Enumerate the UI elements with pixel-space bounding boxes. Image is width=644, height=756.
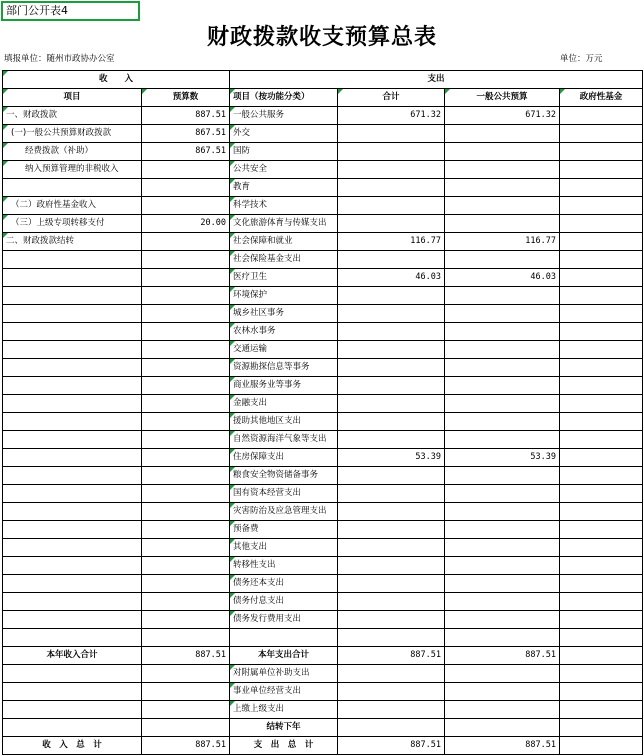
table-row <box>3 251 643 269</box>
expense-total-cell[interactable]: 53.39 <box>338 449 445 467</box>
income-budget-cell[interactable] <box>142 719 230 737</box>
expense-general-cell[interactable] <box>445 485 560 503</box>
expense-total-cell[interactable] <box>338 629 445 647</box>
income-item-cell[interactable]: 经费拨款（补助） <box>3 143 142 161</box>
expense-fund-cell[interactable] <box>560 521 643 539</box>
table-row <box>3 539 643 557</box>
expense-item-cell[interactable]: 国防 <box>230 143 338 161</box>
table-row <box>3 161 643 179</box>
income-header: 收 入 <box>3 71 230 89</box>
expense-fund-cell[interactable] <box>560 269 643 287</box>
expense-general-cell[interactable] <box>445 719 560 737</box>
expense-fund-cell[interactable] <box>560 305 643 323</box>
income-budget-cell[interactable] <box>142 449 230 467</box>
expense-item-cell[interactable]: 社会保障和就业 <box>230 233 338 251</box>
expense-fund-cell[interactable] <box>560 341 643 359</box>
expense-general-cell[interactable]: 46.03 <box>445 269 560 287</box>
expense-fund-cell[interactable] <box>560 683 643 701</box>
table-row <box>3 395 643 413</box>
income-item-cell[interactable] <box>3 287 142 305</box>
expense-total-cell[interactable] <box>338 593 445 611</box>
income-item-cell[interactable] <box>3 467 142 485</box>
income-budget-cell[interactable] <box>142 179 230 197</box>
expense-general-cell[interactable]: 53.39 <box>445 449 560 467</box>
expense-fund-cell[interactable] <box>560 467 643 485</box>
income-budget-cell[interactable] <box>142 197 230 215</box>
expense-general-cell[interactable] <box>445 629 560 647</box>
table-row <box>3 359 643 377</box>
income-budget-cell[interactable] <box>142 503 230 521</box>
income-item-cell[interactable] <box>3 701 142 719</box>
expense-item-cell[interactable]: 债务付息支出 <box>230 593 338 611</box>
expense-total-cell[interactable] <box>338 287 445 305</box>
expense-total-cell[interactable] <box>338 143 445 161</box>
table-row <box>3 269 643 287</box>
expense-general-cell[interactable]: 116.77 <box>445 233 560 251</box>
expense-fund-cell[interactable] <box>560 323 643 341</box>
income-budget-cell[interactable] <box>142 701 230 719</box>
income-budget-cell[interactable] <box>142 521 230 539</box>
expense-total-cell[interactable] <box>338 557 445 575</box>
expense-fund-cell[interactable] <box>560 629 643 647</box>
expense-general-cell[interactable] <box>445 701 560 719</box>
expense-fund-cell[interactable] <box>560 233 643 251</box>
table-row <box>3 593 643 611</box>
grand-total-row <box>3 737 643 755</box>
expense-total-cell[interactable]: 671.32 <box>338 107 445 125</box>
income-item-cell[interactable] <box>3 683 142 701</box>
year-expense-total-value[interactable]: 887.51 <box>338 647 445 665</box>
budget-table <box>2 70 643 755</box>
expense-fund-cell[interactable] <box>560 413 643 431</box>
table-row <box>3 449 643 467</box>
expense-fund-cell[interactable] <box>560 125 643 143</box>
header-row-1 <box>3 71 643 89</box>
income-budget-cell[interactable] <box>142 611 230 629</box>
expense-item-cell[interactable]: 交通运输 <box>230 341 338 359</box>
income-item-cell[interactable] <box>3 395 142 413</box>
income-budget-cell[interactable] <box>142 377 230 395</box>
expense-item-cell[interactable]: 债务还本支出 <box>230 575 338 593</box>
income-item-cell[interactable]: (一)一般公共预算财政拨款 <box>3 125 142 143</box>
income-item-cell[interactable] <box>3 593 142 611</box>
expense-item-cell[interactable]: 住房保障支出 <box>230 449 338 467</box>
expense-fund-cell[interactable] <box>560 215 643 233</box>
table-row <box>3 179 643 197</box>
table-row <box>3 215 643 233</box>
table-row <box>3 557 643 575</box>
income-item-cell[interactable] <box>3 629 142 647</box>
income-item-cell[interactable] <box>3 359 142 377</box>
header-row-2 <box>3 89 643 107</box>
expense-general-cell[interactable] <box>445 539 560 557</box>
sheet-tag[interactable]: 部门公开表4 <box>1 1 140 21</box>
expense-general-cell[interactable] <box>445 125 560 143</box>
expense-total-cell[interactable] <box>338 485 445 503</box>
expense-fund-cell[interactable] <box>560 449 643 467</box>
table-row <box>3 701 643 719</box>
income-item-cell[interactable] <box>3 179 142 197</box>
income-budget-cell[interactable] <box>142 323 230 341</box>
year-income-total-label[interactable]: 本年收入合计 <box>3 647 142 665</box>
expense-general-cell[interactable] <box>445 251 560 269</box>
expense-fund-cell[interactable] <box>560 593 643 611</box>
income-item-cell[interactable]: 二、财政拨款结转 <box>3 233 142 251</box>
expense-general-cell[interactable] <box>445 503 560 521</box>
expense-fund-cell[interactable] <box>560 719 643 737</box>
expense-total-cell[interactable] <box>338 251 445 269</box>
income-budget-cell[interactable] <box>142 629 230 647</box>
expense-fund-cell[interactable] <box>560 179 643 197</box>
expense-general-cell[interactable] <box>445 341 560 359</box>
income-item-cell[interactable] <box>3 665 142 683</box>
expense-general-cell[interactable] <box>445 287 560 305</box>
year-income-total-value[interactable]: 887.51 <box>142 647 230 665</box>
expense-total-cell[interactable] <box>338 413 445 431</box>
col-item: 项目 <box>3 89 142 107</box>
income-budget-cell[interactable] <box>142 467 230 485</box>
expense-total-cell[interactable]: 116.77 <box>338 233 445 251</box>
expense-item-cell[interactable]: 援助其他地区支出 <box>230 413 338 431</box>
expense-item-cell[interactable]: 其他支出 <box>230 539 338 557</box>
table-row <box>3 125 643 143</box>
expense-item-cell[interactable]: 社会保险基金支出 <box>230 251 338 269</box>
income-budget-cell[interactable] <box>142 575 230 593</box>
expense-fund-cell[interactable] <box>560 395 643 413</box>
income-budget-cell[interactable]: 20.00 <box>142 215 230 233</box>
income-item-cell[interactable] <box>3 503 142 521</box>
page-title: 财政拨款收支预算总表 <box>206 24 437 50</box>
table-row <box>3 629 643 647</box>
expense-general-cell[interactable] <box>445 431 560 449</box>
expense-item-cell[interactable]: 自然资源海洋气象等支出 <box>230 431 338 449</box>
expense-fund-cell[interactable] <box>560 287 643 305</box>
income-item-cell[interactable]: （三）上级专项转移支付 <box>3 215 142 233</box>
expense-total-cell[interactable] <box>338 215 445 233</box>
table-row <box>3 521 643 539</box>
income-item-cell[interactable] <box>3 269 142 287</box>
expense-item-cell[interactable]: 商业服务业等事务 <box>230 377 338 395</box>
income-budget-cell[interactable] <box>142 665 230 683</box>
expense-total-cell[interactable] <box>338 521 445 539</box>
income-budget-cell[interactable] <box>142 359 230 377</box>
expense-item-cell[interactable]: 农林水事务 <box>230 323 338 341</box>
income-item-cell[interactable] <box>3 485 142 503</box>
expense-general-cell[interactable] <box>445 359 560 377</box>
col-exp-item: 项目（按功能分类） <box>230 89 338 107</box>
expense-total-cell[interactable] <box>338 125 445 143</box>
table-row <box>3 575 643 593</box>
expense-total-cell[interactable] <box>338 341 445 359</box>
expense-total-cell[interactable] <box>338 305 445 323</box>
expense-item-cell[interactable] <box>230 629 338 647</box>
income-budget-cell[interactable] <box>142 233 230 251</box>
table-row <box>3 683 643 701</box>
table-row <box>3 413 643 431</box>
expense-item-cell[interactable]: 预备费 <box>230 521 338 539</box>
expense-total-cell[interactable] <box>338 719 445 737</box>
expense-item-cell[interactable]: 债务发行费用支出 <box>230 611 338 629</box>
income-budget-cell[interactable] <box>142 251 230 269</box>
col-budget: 预算数 <box>142 89 230 107</box>
income-budget-cell[interactable] <box>142 431 230 449</box>
table-row <box>3 233 643 251</box>
grand-expense-total-label[interactable]: 支 出 总 计 <box>230 737 338 755</box>
income-item-cell[interactable] <box>3 377 142 395</box>
grand-income-total-label[interactable]: 收 入 总 计 <box>3 737 142 755</box>
expense-fund-cell[interactable] <box>560 575 643 593</box>
expense-total-cell[interactable] <box>338 467 445 485</box>
expense-total-cell[interactable] <box>338 395 445 413</box>
expense-total-cell[interactable] <box>338 683 445 701</box>
expense-item-cell[interactable]: 文化旅游体育与传媒支出 <box>230 215 338 233</box>
income-budget-cell[interactable]: 887.51 <box>142 107 230 125</box>
col-general: 一般公共预算 <box>445 89 560 107</box>
income-item-cell[interactable] <box>3 305 142 323</box>
expense-general-cell[interactable] <box>445 215 560 233</box>
expense-item-cell[interactable]: 对附属单位补助支出 <box>230 665 338 683</box>
income-item-cell[interactable] <box>3 557 142 575</box>
table-row <box>3 341 643 359</box>
expense-item-cell[interactable]: 城乡社区事务 <box>230 305 338 323</box>
table-row <box>3 197 643 215</box>
expense-fund-cell[interactable] <box>560 485 643 503</box>
table-row <box>3 287 643 305</box>
expense-total-cell[interactable] <box>338 161 445 179</box>
income-budget-cell[interactable] <box>142 269 230 287</box>
expense-item-cell[interactable]: 粮食安全物资储备事务 <box>230 467 338 485</box>
income-item-cell[interactable] <box>3 521 142 539</box>
expense-fund-cell[interactable] <box>560 197 643 215</box>
income-budget-cell[interactable] <box>142 593 230 611</box>
expense-general-cell[interactable]: 671.32 <box>445 107 560 125</box>
currency-unit: 单位：万元 <box>560 54 603 64</box>
expense-fund-cell[interactable] <box>560 539 643 557</box>
year-expense-total-label[interactable]: 本年支出合计 <box>230 647 338 665</box>
income-item-cell[interactable] <box>3 341 142 359</box>
table-row <box>3 503 643 521</box>
expense-general-cell[interactable] <box>445 305 560 323</box>
expense-item-cell[interactable]: 科学技术 <box>230 197 338 215</box>
expense-total-cell[interactable]: 46.03 <box>338 269 445 287</box>
expense-header: 支出 <box>230 71 643 89</box>
table-row <box>3 485 643 503</box>
table-row <box>3 143 643 161</box>
table-row <box>3 323 643 341</box>
table-row <box>3 377 643 395</box>
expense-fund-cell[interactable] <box>560 251 643 269</box>
income-budget-cell[interactable] <box>142 161 230 179</box>
table-row <box>3 107 643 125</box>
expense-item-cell[interactable]: 灾害防治及应急管理支出 <box>230 503 338 521</box>
expense-item-cell[interactable]: 转移性支出 <box>230 557 338 575</box>
expense-general-cell[interactable] <box>445 593 560 611</box>
expense-general-cell[interactable] <box>445 377 560 395</box>
expense-general-cell[interactable] <box>445 665 560 683</box>
income-item-cell[interactable] <box>3 449 142 467</box>
expense-fund-cell[interactable] <box>560 161 643 179</box>
income-budget-cell[interactable] <box>142 485 230 503</box>
expense-general-cell[interactable] <box>445 467 560 485</box>
col-fund: 政府性基金 <box>560 89 643 107</box>
expense-fund-cell[interactable] <box>560 377 643 395</box>
income-budget-cell[interactable] <box>142 305 230 323</box>
income-budget-cell[interactable] <box>142 413 230 431</box>
expense-item-cell[interactable]: 外交 <box>230 125 338 143</box>
expense-item-cell[interactable]: 上缴上级支出 <box>230 701 338 719</box>
expense-general-cell[interactable] <box>445 143 560 161</box>
income-item-cell[interactable] <box>3 323 142 341</box>
expense-total-cell[interactable] <box>338 503 445 521</box>
year-general-total-value[interactable]: 887.51 <box>445 647 560 665</box>
expense-total-cell[interactable] <box>338 665 445 683</box>
expense-item-cell[interactable]: 一般公共服务 <box>230 107 338 125</box>
income-item-cell[interactable] <box>3 719 142 737</box>
income-item-cell[interactable] <box>3 575 142 593</box>
expense-item-cell[interactable]: 医疗卫生 <box>230 269 338 287</box>
expense-fund-cell[interactable] <box>560 611 643 629</box>
expense-general-cell[interactable] <box>445 683 560 701</box>
expense-general-cell[interactable] <box>445 323 560 341</box>
income-item-cell[interactable] <box>3 251 142 269</box>
expense-total-cell[interactable] <box>338 179 445 197</box>
income-budget-cell[interactable] <box>142 683 230 701</box>
expense-total-cell[interactable] <box>338 359 445 377</box>
carry-over-label[interactable]: 结转下年 <box>230 719 338 737</box>
expense-general-cell[interactable] <box>445 413 560 431</box>
income-budget-cell[interactable] <box>142 287 230 305</box>
income-item-cell[interactable] <box>3 431 142 449</box>
expense-total-cell[interactable] <box>338 323 445 341</box>
expense-total-cell[interactable] <box>338 431 445 449</box>
expense-item-cell[interactable]: 事业单位经营支出 <box>230 683 338 701</box>
income-item-cell[interactable]: 一、财政拨款 <box>3 107 142 125</box>
expense-total-cell[interactable] <box>338 575 445 593</box>
income-budget-cell[interactable] <box>142 539 230 557</box>
grand-income-total-value[interactable]: 887.51 <box>142 737 230 755</box>
expense-fund-cell[interactable] <box>560 557 643 575</box>
expense-fund-cell[interactable] <box>560 359 643 377</box>
expense-general-cell[interactable] <box>445 161 560 179</box>
expense-total-cell[interactable] <box>338 377 445 395</box>
table-row <box>3 611 643 629</box>
expense-general-cell[interactable] <box>445 575 560 593</box>
income-budget-cell[interactable]: 867.51 <box>142 143 230 161</box>
income-item-cell[interactable] <box>3 539 142 557</box>
expense-total-cell[interactable] <box>338 539 445 557</box>
table-row <box>3 665 643 683</box>
expense-general-cell[interactable] <box>445 521 560 539</box>
expense-total-cell[interactable] <box>338 197 445 215</box>
income-item-cell[interactable] <box>3 611 142 629</box>
expense-general-cell[interactable] <box>445 557 560 575</box>
year-fund-total-value[interactable] <box>560 647 643 665</box>
expense-item-cell[interactable]: 环境保护 <box>230 287 338 305</box>
expense-fund-cell[interactable] <box>560 665 643 683</box>
expense-item-cell[interactable]: 教育 <box>230 179 338 197</box>
expense-fund-cell[interactable] <box>560 701 643 719</box>
income-budget-cell[interactable] <box>142 395 230 413</box>
expense-item-cell[interactable]: 资源勘探信息等事务 <box>230 359 338 377</box>
expense-general-cell[interactable] <box>445 179 560 197</box>
grand-fund-total-value[interactable] <box>560 737 643 755</box>
income-budget-cell[interactable]: 867.51 <box>142 125 230 143</box>
expense-fund-cell[interactable] <box>560 107 643 125</box>
income-budget-cell[interactable] <box>142 557 230 575</box>
expense-item-cell[interactable]: 国有资本经营支出 <box>230 485 338 503</box>
expense-total-cell[interactable] <box>338 611 445 629</box>
reporting-unit: 填报单位：随州市政协办公室 <box>4 54 115 64</box>
expense-fund-cell[interactable] <box>560 143 643 161</box>
income-item-cell[interactable]: 纳入预算管理的非税收入 <box>3 161 142 179</box>
expense-fund-cell[interactable] <box>560 503 643 521</box>
table-row <box>3 431 643 449</box>
expense-item-cell[interactable]: 公共安全 <box>230 161 338 179</box>
expense-general-cell[interactable] <box>445 395 560 413</box>
income-budget-cell[interactable] <box>142 341 230 359</box>
grand-general-total-value[interactable]: 887.51 <box>445 737 560 755</box>
income-item-cell[interactable] <box>3 413 142 431</box>
table-row <box>3 467 643 485</box>
col-total: 合计 <box>338 89 445 107</box>
expense-general-cell[interactable] <box>445 197 560 215</box>
expense-item-cell[interactable]: 金融支出 <box>230 395 338 413</box>
table-row <box>3 305 643 323</box>
carry-over-row <box>3 719 643 737</box>
expense-total-cell[interactable] <box>338 701 445 719</box>
expense-fund-cell[interactable] <box>560 431 643 449</box>
grand-expense-total-value[interactable]: 887.51 <box>338 737 445 755</box>
year-total-row <box>3 647 643 665</box>
income-item-cell[interactable]: （二）政府性基金收入 <box>3 197 142 215</box>
expense-general-cell[interactable] <box>445 611 560 629</box>
